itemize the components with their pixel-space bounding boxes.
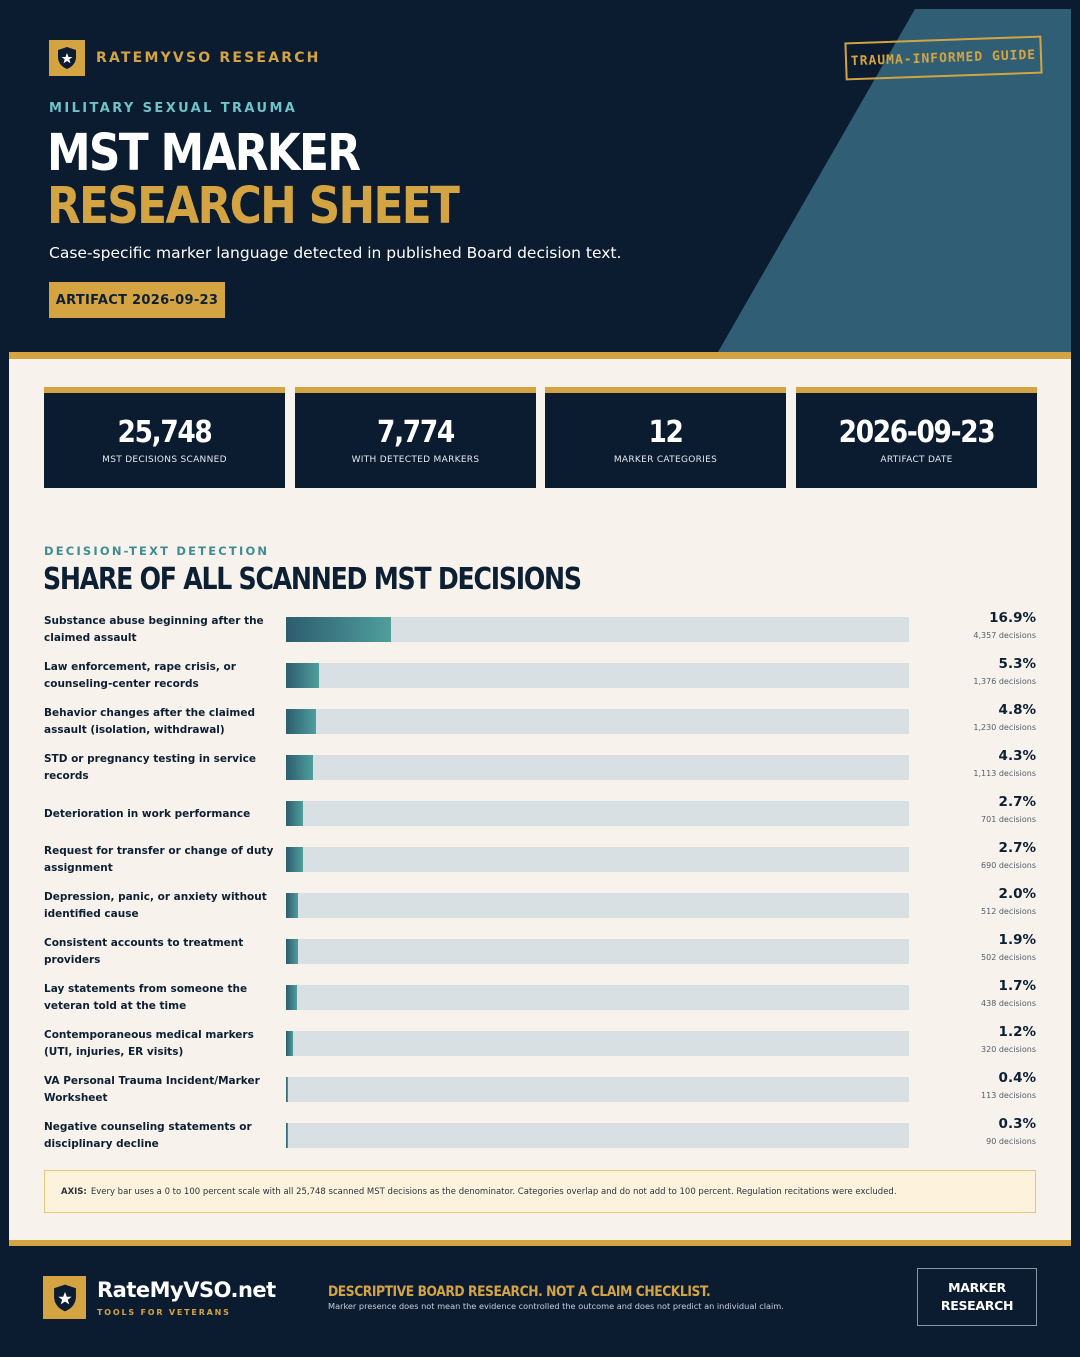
bar-count-label: 1,113 decisions: [973, 769, 1036, 778]
artifact-badge: ARTIFACT 2026-09-23: [49, 282, 225, 318]
bar-category-label: Behavior changes after the claimed assault (isolation, withdrawal): [44, 707, 255, 736]
bar-count-label: 1,230 decisions: [973, 723, 1036, 732]
bar-fill: [286, 985, 297, 1010]
footer-subline: Marker presence does not mean the evidence controlled the outcome and does not predict an individual claim.: [328, 1301, 784, 1311]
bar-fill: [286, 847, 303, 872]
bar-count-label: 512 decisions: [981, 907, 1036, 916]
page-subtitle: Case-specific marker language detected in published Board decision text.: [49, 244, 622, 262]
bar-value-label: 1.7%: [998, 978, 1036, 994]
bar-track: [286, 1077, 909, 1102]
bar-category-label: Contemporaneous medical markers (UTI, injuries, ER visits): [44, 1029, 254, 1058]
stat-label: MARKER CATEGORIES: [613, 455, 718, 465]
badge-line1: MARKER: [948, 1280, 1006, 1295]
bar-value-label: 5.3%: [998, 656, 1036, 672]
stat-label: MST DECISIONS SCANNED: [102, 455, 227, 465]
shield-emblem-icon: [49, 40, 85, 76]
brand-name: RATEMYVSO RESEARCH: [96, 50, 321, 66]
bar-category-label: Lay statements from someone the veteran told at the time: [44, 983, 248, 1012]
bar-track: [286, 893, 909, 918]
bar-row: [44, 1024, 1036, 1064]
bar-category-label: Deterioration in work performance: [44, 807, 251, 820]
stat-card-artifact-date: [796, 387, 1037, 488]
bar-count-label: 4,357 decisions: [973, 631, 1036, 640]
brand[interactable]: [49, 40, 321, 76]
bar-track: [286, 617, 909, 642]
bar-category-label: Negative counseling statements or disciplinary decline: [44, 1121, 252, 1150]
axis-note-text: Every bar uses a 0 to 100 percent scale with all 25,748 scanned MST decisions as the denominator. Categories overlap and do not add to 100 percent. Regulation recitations were excluded.: [90, 1186, 897, 1197]
stat-value: 12: [648, 415, 683, 450]
bar-value-label: 0.3%: [998, 1116, 1036, 1132]
stat-card-decisions-scanned: [44, 387, 285, 488]
bar-fill: [286, 801, 303, 826]
bar-count-label: 320 decisions: [981, 1045, 1036, 1054]
bar-count-label: 113 decisions: [981, 1091, 1036, 1100]
axis-note: [44, 1170, 1036, 1213]
bar-value-label: 2.7%: [998, 840, 1036, 856]
stat-value: 25,748: [117, 415, 212, 450]
bar-category-label: Depression, panic, or anxiety without identified cause: [44, 891, 267, 920]
bar-row: [44, 794, 1036, 834]
bar-value-label: 16.9%: [989, 610, 1036, 626]
bar-count-label: 90 decisions: [986, 1137, 1036, 1146]
stat-value: 7,774: [377, 415, 454, 450]
bar-track: [286, 847, 909, 872]
bar-track: [286, 801, 909, 826]
bar-value-label: 1.2%: [998, 1024, 1036, 1040]
footer-site-link[interactable]: RateMyVSO.net: [97, 1278, 276, 1302]
bar-category-label: Law enforcement, rape crisis, or counseling-center records: [44, 661, 236, 690]
bar-count-label: 502 decisions: [981, 953, 1036, 962]
bar-value-label: 4.3%: [998, 748, 1036, 764]
page-title-line2: RESEARCH SHEET: [47, 177, 459, 236]
bar-row: [44, 840, 1036, 880]
bar-track: [286, 1123, 909, 1148]
bar-row: [44, 702, 1036, 742]
bar-count-label: 438 decisions: [981, 999, 1036, 1008]
trauma-informed-stamp: TRAUMA-INFORMED GUIDE: [844, 36, 1042, 81]
bar-count-label: 1,376 decisions: [973, 677, 1036, 686]
bar-row: [44, 748, 1036, 788]
header-eyebrow: MILITARY SEXUAL TRAUMA: [49, 101, 298, 116]
bar-value-label: 2.0%: [998, 886, 1036, 902]
stat-label: ARTIFACT DATE: [880, 455, 953, 465]
section-eyebrow: DECISION-TEXT DETECTION: [44, 544, 270, 558]
bar-row: [44, 610, 1036, 650]
bar-row: [44, 932, 1036, 972]
footer: [0, 1246, 1080, 1357]
bar-category-label: Request for transfer or change of duty assignment: [44, 845, 274, 874]
footer-shield-emblem-icon: [43, 1276, 86, 1319]
main-panel: [9, 359, 1071, 1240]
gold-divider-top: [9, 352, 1071, 359]
bar-value-label: 4.8%: [998, 702, 1036, 718]
stat-value: 2026-09-23: [838, 415, 995, 450]
marker-research-badge: [917, 1268, 1037, 1326]
bar-fill: [286, 755, 313, 780]
bar-category-label: Substance abuse beginning after the claimed assault: [44, 615, 264, 644]
bar-track: [286, 1031, 909, 1056]
footer-headline: DESCRIPTIVE BOARD RESEARCH. NOT A CLAIM CHECKLIST.: [328, 1284, 711, 1300]
bar-track: [286, 755, 909, 780]
page-title-line1: MST MARKER: [47, 124, 360, 183]
bar-fill: [286, 1031, 293, 1056]
bar-value-label: 2.7%: [998, 794, 1036, 810]
bar-track: [286, 663, 909, 688]
bar-row: [44, 656, 1036, 696]
stat-card-marker-categories: [545, 387, 786, 488]
bar-row: [44, 886, 1036, 926]
bar-fill: [286, 663, 319, 688]
bar-row: [44, 1116, 1036, 1156]
bar-category-label: STD or pregnancy testing in service records: [44, 753, 256, 782]
bar-category-label: VA Personal Trauma Incident/Marker Worksheet: [44, 1075, 260, 1104]
bar-fill: [286, 939, 298, 964]
header: [9, 9, 1071, 352]
bar-category-label: Consistent accounts to treatment providers: [44, 937, 244, 966]
bar-fill: [286, 893, 298, 918]
bar-track: [286, 709, 909, 734]
bar-value-label: 0.4%: [998, 1070, 1036, 1086]
bar-row: [44, 978, 1036, 1018]
bar-fill: [286, 617, 391, 642]
badge-line2: RESEARCH: [940, 1298, 1014, 1313]
stat-label: WITH DETECTED MARKERS: [351, 455, 480, 465]
stat-card-detected-markers: [295, 387, 536, 488]
bar-count-label: 690 decisions: [981, 861, 1036, 870]
bar-count-label: 701 decisions: [981, 815, 1036, 824]
bar-fill: [286, 709, 316, 734]
bar-row: [44, 1070, 1036, 1110]
axis-note-label: AXIS:: [61, 1186, 87, 1197]
bar-track: [286, 939, 909, 964]
section-title: SHARE OF ALL SCANNED MST DECISIONS: [43, 562, 581, 597]
bar-fill: [286, 1077, 288, 1102]
footer-tagline: TOOLS FOR VETERANS: [97, 1308, 231, 1317]
bar-value-label: 1.9%: [998, 932, 1036, 948]
bar-track: [286, 985, 909, 1010]
bar-fill: [286, 1123, 288, 1148]
